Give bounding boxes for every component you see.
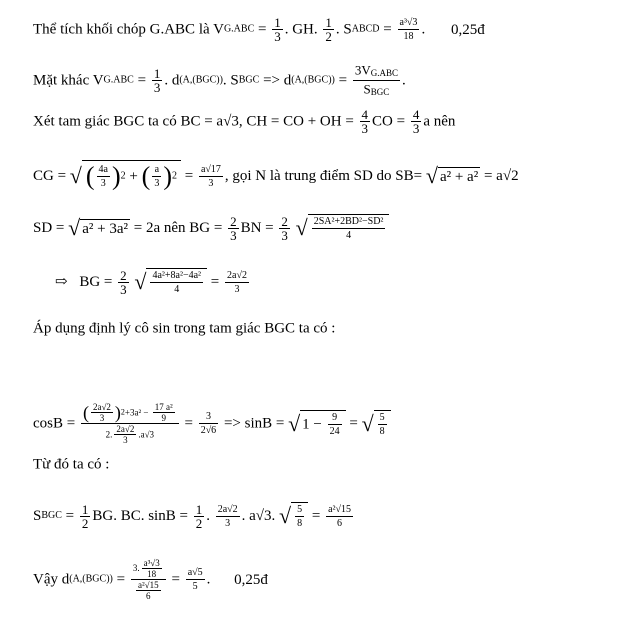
text: =	[207, 274, 224, 290]
fraction	[216, 503, 240, 530]
fraction	[328, 411, 342, 438]
text: BG =	[79, 274, 117, 290]
denominator: 24	[329, 425, 340, 437]
plus: +	[129, 168, 142, 185]
text: =	[112, 571, 129, 588]
line-volume-g-abc	[33, 16, 485, 43]
text: .	[206, 508, 214, 524]
radicand	[146, 268, 207, 296]
numerator: 4	[361, 107, 369, 122]
fraction	[118, 269, 129, 296]
paren: (	[141, 161, 151, 191]
text: +3a² −	[124, 407, 151, 418]
line-cosine-rule	[33, 319, 335, 338]
fraction	[323, 16, 334, 43]
line-bg-result	[55, 268, 251, 296]
radicand	[308, 214, 390, 242]
score-label: 0,25đ	[450, 21, 485, 38]
subscript: (A,(BGC))	[69, 573, 113, 585]
fraction	[91, 402, 113, 423]
denominator: 3	[123, 435, 128, 445]
numerator: 9	[328, 411, 342, 425]
text: 3.	[132, 563, 140, 573]
fraction	[152, 163, 161, 190]
fraction	[295, 503, 304, 530]
fraction	[411, 108, 422, 135]
subscript: (A,(BGC))	[291, 74, 335, 86]
numerator: 2a√2	[227, 269, 247, 281]
numerator: 5	[297, 504, 303, 515]
denominator: 3	[100, 178, 106, 189]
fraction	[326, 503, 353, 530]
text: = a√2	[480, 168, 519, 184]
denominator: 8	[297, 518, 303, 529]
sqrt	[279, 502, 308, 530]
denominator: 3	[234, 283, 240, 295]
numerator: 4	[412, 107, 420, 122]
score-label: 0,25đ	[234, 571, 268, 588]
sqrt	[426, 165, 480, 187]
paren: )	[112, 161, 121, 191]
numerator: 2a√2	[217, 503, 238, 515]
numerator: 2	[281, 213, 288, 229]
denominator: 2√6	[200, 425, 217, 436]
fraction	[114, 424, 136, 445]
denominator	[353, 81, 400, 99]
denominator: 3	[120, 281, 127, 297]
denominator: 4	[346, 230, 352, 241]
numerator: 1	[325, 15, 332, 30]
fraction	[136, 580, 161, 601]
text: 1 −	[302, 416, 326, 432]
exponent: 2	[120, 170, 126, 182]
numerator: 2SA²+2BD²−SD²	[313, 216, 384, 227]
denominator: 4	[174, 284, 180, 295]
sqrt	[70, 160, 181, 192]
paren: (	[82, 402, 89, 423]
text: Mặt khác V	[33, 72, 104, 89]
fraction	[152, 67, 163, 94]
text: CO =	[372, 113, 409, 130]
line-area-bgc	[33, 502, 355, 530]
fraction	[272, 16, 283, 43]
denominator: 2	[195, 515, 203, 531]
numerator	[81, 402, 179, 424]
numerator: a√17	[200, 163, 221, 175]
line-triangle-bgc	[33, 108, 455, 135]
text: , gọi N là trung điểm SD do SB=	[224, 168, 426, 184]
denominator	[131, 580, 166, 601]
denominator: 9	[161, 413, 166, 423]
numerator: a³√3	[399, 17, 418, 28]
denominator: 3	[208, 177, 214, 189]
numerator: 1	[153, 66, 161, 81]
subscript: G.ABC	[103, 74, 134, 86]
exponent: 2	[171, 170, 177, 182]
fraction	[228, 215, 239, 242]
radicand	[291, 502, 308, 530]
subscript: ABCD	[351, 23, 380, 35]
text: S	[33, 508, 42, 524]
numerator: a³√3	[143, 558, 160, 568]
subscript: (A,(BGC))	[179, 74, 223, 86]
numerator: 2a√2	[92, 402, 111, 412]
denominator: 2	[81, 515, 89, 531]
radicand: a² + a²	[439, 168, 479, 185]
subscript: BGC	[41, 510, 62, 521]
radical-sign: √	[425, 163, 438, 188]
text: =	[254, 21, 271, 38]
fraction	[312, 215, 386, 242]
sqrt	[68, 217, 130, 239]
denominator	[81, 424, 179, 445]
denominator: 18	[403, 31, 414, 42]
text: S	[363, 81, 371, 97]
fraction	[378, 411, 387, 438]
text: CG =	[33, 168, 70, 184]
text: Xét tam giác BGC ta có BC = a√3, CH = CO + OH =	[33, 113, 358, 130]
numerator: a²√15	[137, 580, 159, 590]
text: a nên	[423, 113, 456, 130]
subscript: BGC	[238, 74, 260, 86]
numerator: 2	[230, 213, 237, 229]
paren: (	[85, 161, 95, 191]
fraction	[353, 62, 400, 99]
radicand: a² + 3a²	[82, 220, 128, 237]
numerator: 4a	[98, 164, 108, 175]
radical-sign: √	[288, 410, 301, 436]
fraction	[398, 16, 420, 43]
line-sd-bg	[33, 214, 389, 242]
paren: )	[163, 161, 172, 191]
sqrt	[288, 410, 346, 438]
text: =	[61, 508, 78, 524]
denominator: 3	[153, 80, 161, 95]
subscript: BGC	[370, 87, 390, 97]
text: =	[308, 508, 325, 524]
fraction	[225, 269, 249, 296]
radical-sign: √	[134, 269, 147, 294]
denominator: 8	[379, 425, 385, 437]
numerator	[353, 62, 400, 81]
text: . S	[222, 72, 239, 89]
fraction	[186, 566, 205, 593]
denominator: 2	[325, 29, 332, 44]
fraction	[142, 558, 162, 579]
numerator: 17 a²	[154, 402, 173, 412]
text: =	[180, 415, 197, 432]
text: cosB =	[33, 415, 79, 432]
denominator: 3	[99, 413, 105, 423]
text: Thể tích khối chóp G.ABC là V	[33, 21, 224, 38]
numerator: 4a²+8a²−4a²	[152, 270, 202, 281]
line-from-there	[33, 455, 109, 474]
denominator: 6	[146, 591, 151, 601]
fraction	[360, 108, 371, 135]
subscript: G.ABC	[223, 23, 255, 35]
implies-arrow-icon: ⇨	[55, 274, 68, 290]
text: .	[206, 571, 211, 588]
numerator: 2	[120, 267, 127, 283]
denominator: 3	[230, 227, 237, 243]
fraction	[131, 558, 166, 601]
fraction	[153, 402, 175, 423]
radical-sign: √	[361, 410, 374, 436]
denominator: 3	[281, 227, 288, 243]
line-volume-relation	[33, 62, 406, 99]
numerator: a²√15	[328, 503, 352, 515]
radical-sign: √	[69, 163, 82, 188]
denominator: 3	[225, 517, 231, 529]
text: .	[401, 72, 406, 89]
sqrt	[296, 214, 390, 242]
text: . GH.	[284, 21, 322, 38]
text: 3V	[354, 62, 371, 78]
line-distance-result	[33, 558, 268, 601]
line-cos-sin-b	[33, 402, 391, 445]
denominator: 6	[337, 517, 343, 529]
radicand	[374, 410, 391, 438]
fraction	[199, 410, 219, 437]
text: . d	[164, 72, 180, 89]
numerator: 3	[199, 410, 219, 424]
radical-sign: √	[68, 215, 81, 240]
numerator: 2a√2	[116, 424, 135, 434]
text: Từ đó ta có :	[33, 456, 110, 473]
text: => sinB =	[220, 415, 289, 432]
radicand	[300, 410, 345, 438]
line-cg	[33, 160, 519, 192]
text: . a√3.	[241, 508, 280, 524]
fraction	[150, 269, 203, 296]
fraction	[97, 163, 110, 190]
numerator: 5	[379, 411, 385, 423]
text: => d	[259, 72, 292, 89]
numerator: a	[152, 163, 161, 177]
numerator: 1	[81, 501, 89, 517]
text: SD =	[33, 220, 69, 236]
denominator: 3	[274, 29, 281, 44]
sqrt	[362, 410, 391, 438]
radical-sign: √	[279, 503, 292, 528]
numerator: 1	[274, 15, 281, 30]
fraction	[81, 402, 179, 445]
text: =	[345, 415, 362, 432]
radicand	[82, 160, 181, 192]
text: BG. BC. sinB =	[92, 508, 192, 524]
text: = 2a nên BG =	[130, 220, 227, 236]
text: =	[379, 21, 396, 38]
text: Vậy d	[33, 571, 70, 588]
exponent: 2	[120, 407, 125, 417]
text: .a√3	[138, 429, 155, 440]
text: BN =	[240, 220, 278, 236]
fraction	[199, 163, 223, 190]
text: =	[133, 72, 150, 89]
denominator: 3	[361, 121, 369, 136]
numerator: a√5	[187, 567, 203, 578]
fraction	[80, 503, 91, 530]
text: Áp dụng định lý cô sin trong tam giác BGC ta có :	[33, 320, 336, 337]
text: . S	[335, 21, 352, 38]
denominator: 3	[154, 178, 160, 189]
fraction	[279, 215, 290, 242]
numerator: 1	[195, 501, 203, 517]
sqrt	[134, 268, 207, 296]
denominator: 3	[412, 121, 420, 136]
paren: )	[114, 402, 121, 423]
text: .	[421, 21, 426, 38]
text: 2.	[105, 429, 113, 440]
text: =	[180, 168, 197, 184]
denominator: 18	[147, 569, 157, 579]
text: =	[167, 571, 184, 588]
radical-sign: √	[295, 215, 308, 240]
subscript: G.ABC	[370, 68, 398, 78]
denominator: 5	[192, 581, 198, 592]
numerator	[131, 558, 166, 580]
text: =	[334, 72, 351, 89]
fraction	[194, 503, 205, 530]
